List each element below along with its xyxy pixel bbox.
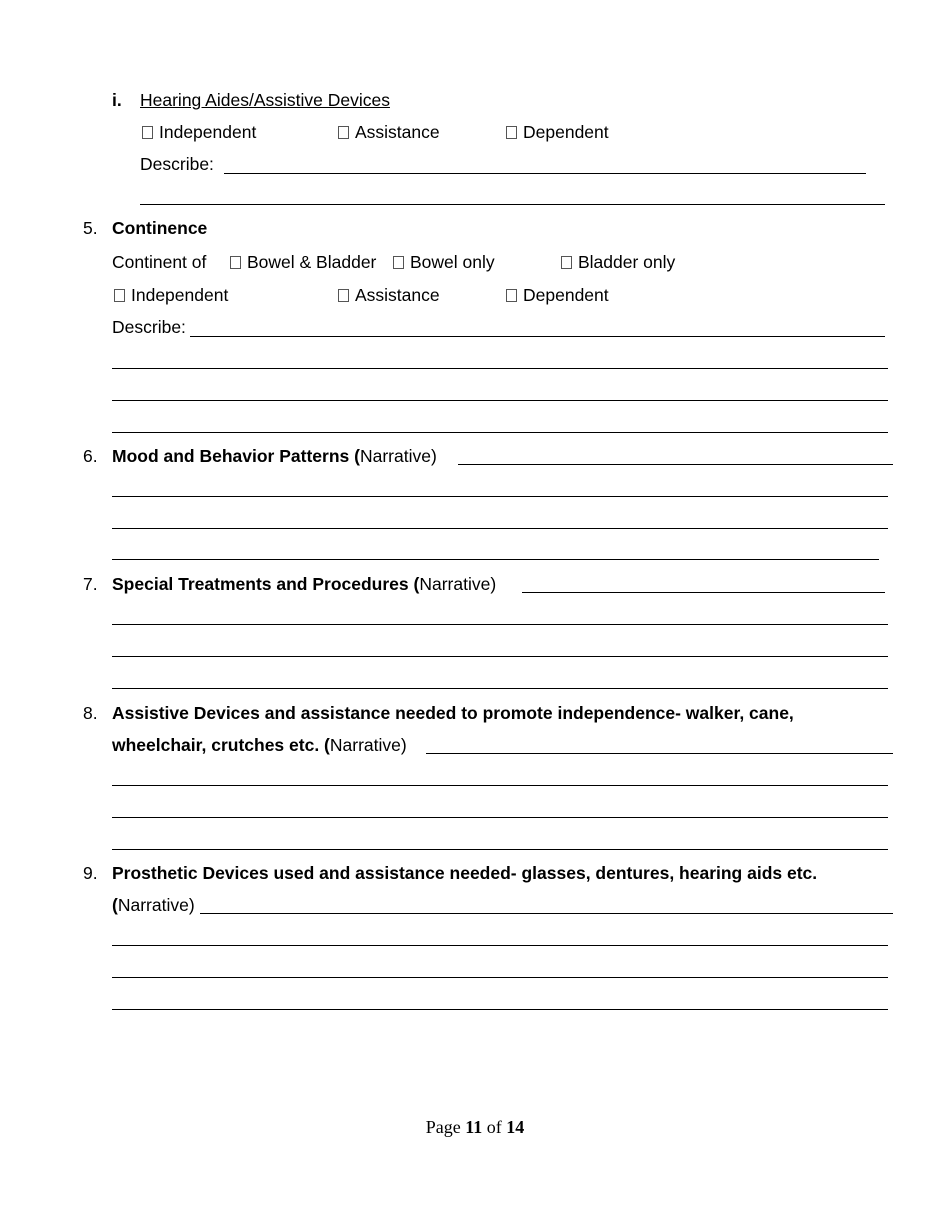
section-5-independent-checkbox[interactable] <box>114 285 228 305</box>
section-9-narrative-label: Narrative) <box>117 895 195 915</box>
section-6-heading <box>112 446 437 466</box>
section-5-describe-line-4[interactable] <box>112 432 888 433</box>
checkbox-icon <box>142 126 153 139</box>
section-5-dependent-checkbox[interactable] <box>506 285 609 305</box>
section-8-line-1[interactable] <box>426 753 893 754</box>
checkbox-icon <box>114 289 125 302</box>
option-label: Independent <box>131 285 229 305</box>
section-9-title-line-1: Prosthetic Devices used and assistance needed- glasses, dentures, hearing aids etc. <box>112 863 818 883</box>
item-i-dependent-checkbox[interactable] <box>506 122 609 142</box>
section-5-describe-label: Describe: <box>112 317 186 337</box>
section-8-title-line-1: Assistive Devices and assistance needed to promote independence- walker, cane, <box>112 703 794 723</box>
option-label: Bladder only <box>578 252 676 272</box>
item-i-marker: i. <box>112 90 122 110</box>
option-label: Bowel & Bladder <box>247 252 377 272</box>
option-label: Independent <box>159 122 257 142</box>
checkbox-icon <box>393 256 404 269</box>
item-i-describe-line-2[interactable] <box>140 204 885 205</box>
section-9-heading-line-2 <box>112 895 195 915</box>
continent-of-label: Continent of <box>112 252 207 272</box>
checkbox-icon <box>338 126 349 139</box>
section-9-title-line-2: ( <box>112 895 118 915</box>
page-number-footer <box>0 1117 950 1137</box>
section-7-narrative-label: Narrative) <box>419 574 497 594</box>
section-5-title: Continence <box>112 218 208 238</box>
total-pages: 14 <box>506 1117 525 1137</box>
section-8-line-2[interactable] <box>112 785 888 786</box>
section-8-narrative-label: Narrative) <box>329 735 407 755</box>
item-i-independent-checkbox[interactable] <box>142 122 256 142</box>
of-label: of <box>486 1117 502 1137</box>
option-label: Assistance <box>355 122 440 142</box>
section-8-number: 8. <box>83 703 98 723</box>
section-5-describe-line-2[interactable] <box>112 368 888 369</box>
section-6-title: Mood and Behavior Patterns ( <box>112 446 360 466</box>
checkbox-icon <box>506 289 517 302</box>
continent-bowel-only-checkbox[interactable] <box>393 252 495 272</box>
section-7-number: 7. <box>83 574 98 594</box>
continent-bowel-bladder-checkbox[interactable] <box>230 252 376 272</box>
section-8-line-4[interactable] <box>112 849 888 850</box>
section-6-line-3[interactable] <box>112 528 888 529</box>
section-9-line-3[interactable] <box>112 977 888 978</box>
section-7-heading <box>112 574 496 594</box>
option-label: Assistance <box>355 285 440 305</box>
section-8-title-line-2: wheelchair, crutches etc. ( <box>112 735 330 755</box>
section-7-line-1[interactable] <box>522 592 885 593</box>
section-5-number: 5. <box>83 218 98 238</box>
option-label: Dependent <box>523 285 609 305</box>
section-7-title: Special Treatments and Procedures ( <box>112 574 420 594</box>
section-6-line-2[interactable] <box>112 496 888 497</box>
checkbox-icon <box>338 289 349 302</box>
section-9-line-4[interactable] <box>112 1009 888 1010</box>
item-i-describe-line-1[interactable] <box>224 173 866 174</box>
continent-bladder-only-checkbox[interactable] <box>561 252 675 272</box>
checkbox-icon <box>561 256 572 269</box>
section-9-number: 9. <box>83 863 98 883</box>
item-i-title: Hearing Aides/Assistive Devices <box>140 90 390 110</box>
section-5-describe-line-3[interactable] <box>112 400 888 401</box>
section-9-line-2[interactable] <box>112 945 888 946</box>
section-6-narrative-label: Narrative) <box>359 446 437 466</box>
section-5-assistance-checkbox[interactable] <box>338 285 440 305</box>
checkbox-icon <box>230 256 241 269</box>
option-label: Bowel only <box>410 252 495 272</box>
section-7-line-3[interactable] <box>112 656 888 657</box>
page-label: Page <box>425 1117 461 1137</box>
section-6-line-4[interactable] <box>112 559 879 560</box>
section-9-line-1[interactable] <box>200 913 893 914</box>
section-8-line-3[interactable] <box>112 817 888 818</box>
item-i-assistance-checkbox[interactable] <box>338 122 440 142</box>
option-label: Dependent <box>523 122 609 142</box>
current-page: 11 <box>465 1117 483 1137</box>
item-i-describe-label: Describe: <box>140 154 214 174</box>
checkbox-icon <box>506 126 517 139</box>
section-7-line-4[interactable] <box>112 688 888 689</box>
section-6-line-1[interactable] <box>458 464 893 465</box>
section-6-number: 6. <box>83 446 98 466</box>
section-5-describe-line-1[interactable] <box>190 336 885 337</box>
section-7-line-2[interactable] <box>112 624 888 625</box>
section-8-heading-line-2 <box>112 735 407 755</box>
